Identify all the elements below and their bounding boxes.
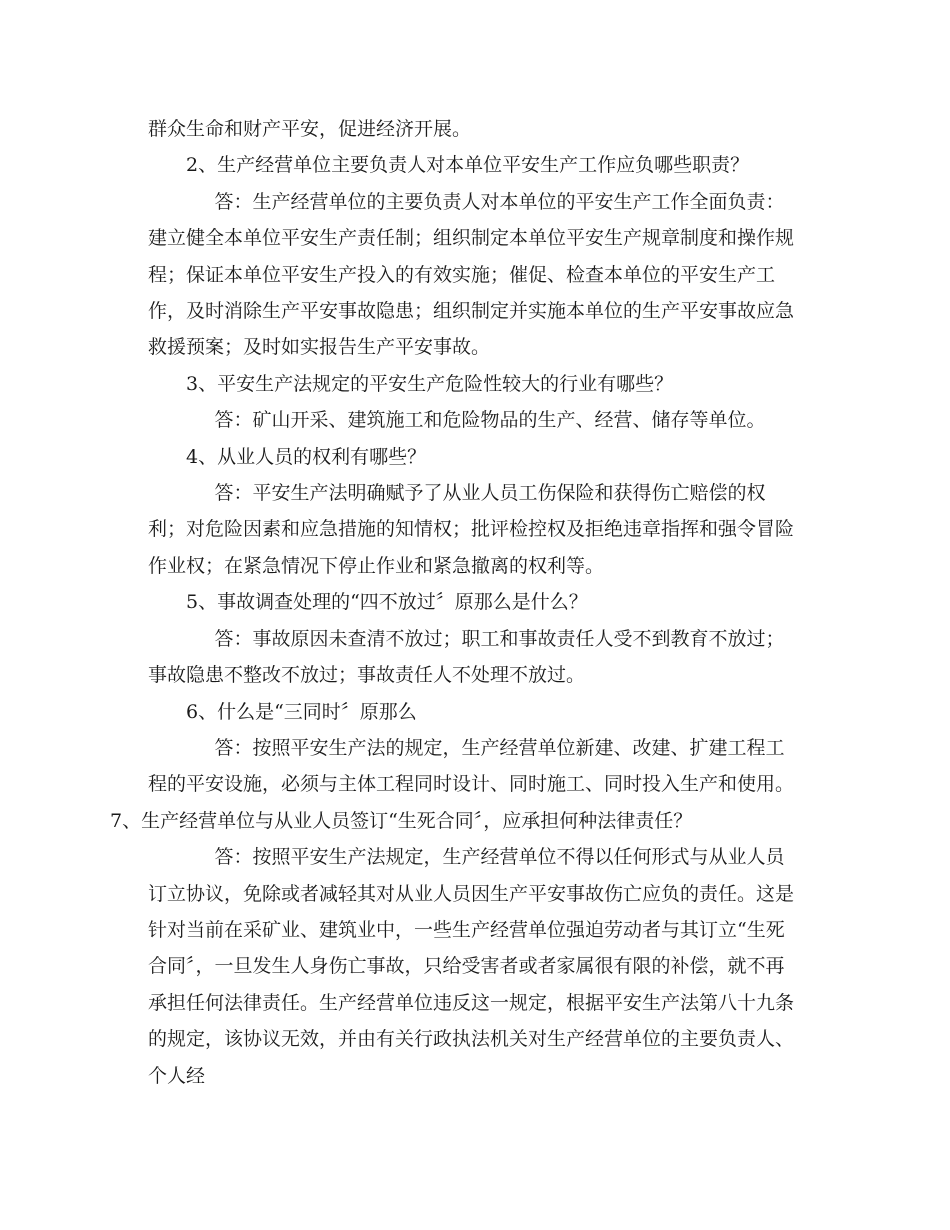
answer-6: 答：按照平安生产法的规定，生产经营单位新建、改建、扩建工程工程的平安设施，必须与主体工程同时设计、同时施工、同时投入生产和使用。 [148,736,795,796]
question-2: 2、生产经营单位主要负责人对本单位平安生产工作应负哪些职责？ [186,154,750,177]
answer-3: 答：矿山开采、建筑施工和危险物品的生产、经营、储存等单位。 [214,409,766,432]
question-7: 7、生产经营单位与从业人员签订“生死合同〞，应承担何种法律责任？ [110,809,693,832]
answer-7: 答：按照平安生产法规定，生产经营单位不得以任何形式与从业人员订立协议，免除或者减轻其对从业人员因生产平安事故伤亡应负的责任。这是针对当前在采矿业、建筑业中，一些生产经营单位强迫劳动者与其订立“生死合同〞，一旦发生人身伤亡事故，只给受害者或者家属很有限的补偿，就不再承担任何法律责任。生产经营单位违反这一规定，根据平安生产法第八十九条的规定，该协议无效，并由有关行政执法机关对生产经营单位的主要负责人、个人经 [148,846,795,1087]
question-6: 6、什么是“三同时〞原那么 [186,700,417,723]
question-5: 5、事故调查处理的“四不放过〞原那么是什么？ [186,591,588,614]
question-3: 3、平安生产法规定的平安生产危险性较大的行业有哪些？ [186,372,674,395]
paragraph-continuation: 群众生命和财产平安，促进经济开展。 [148,118,472,140]
answer-2: 答：生产经营单位的主要负责人对本单位的平安生产工作全面负责：建立健全本单位平安生产责任制；组织制定本单位平安生产规章制度和操作规程；保证本单位平安生产投入的有效实施；催促、检查本单位的平安生产工作，及时消除生产平安事故隐患；组织制定并实施本单位的生产平安事故应急救援预案；及时如实报告生产平安事故。 [148,190,795,359]
answer-5: 答：事故原因未查清不放过；职工和事故责任人受不到教育不放过；事故隐患不整改不放过；事故责任人不处理不放过。 [148,627,785,687]
document-body [110,111,798,1094]
answer-4: 答：平安生产法明确赋予了从业人员工伤保险和获得伤亡赔偿的权利；对危险因素和应急措施的知情权；批评检控权及拒绝违章指挥和强令冒险作业权；在紧急情况下停止作业和紧急撤离的权利等。 [148,482,795,577]
question-4: 4、从业人员的权利有哪些？ [186,445,427,468]
